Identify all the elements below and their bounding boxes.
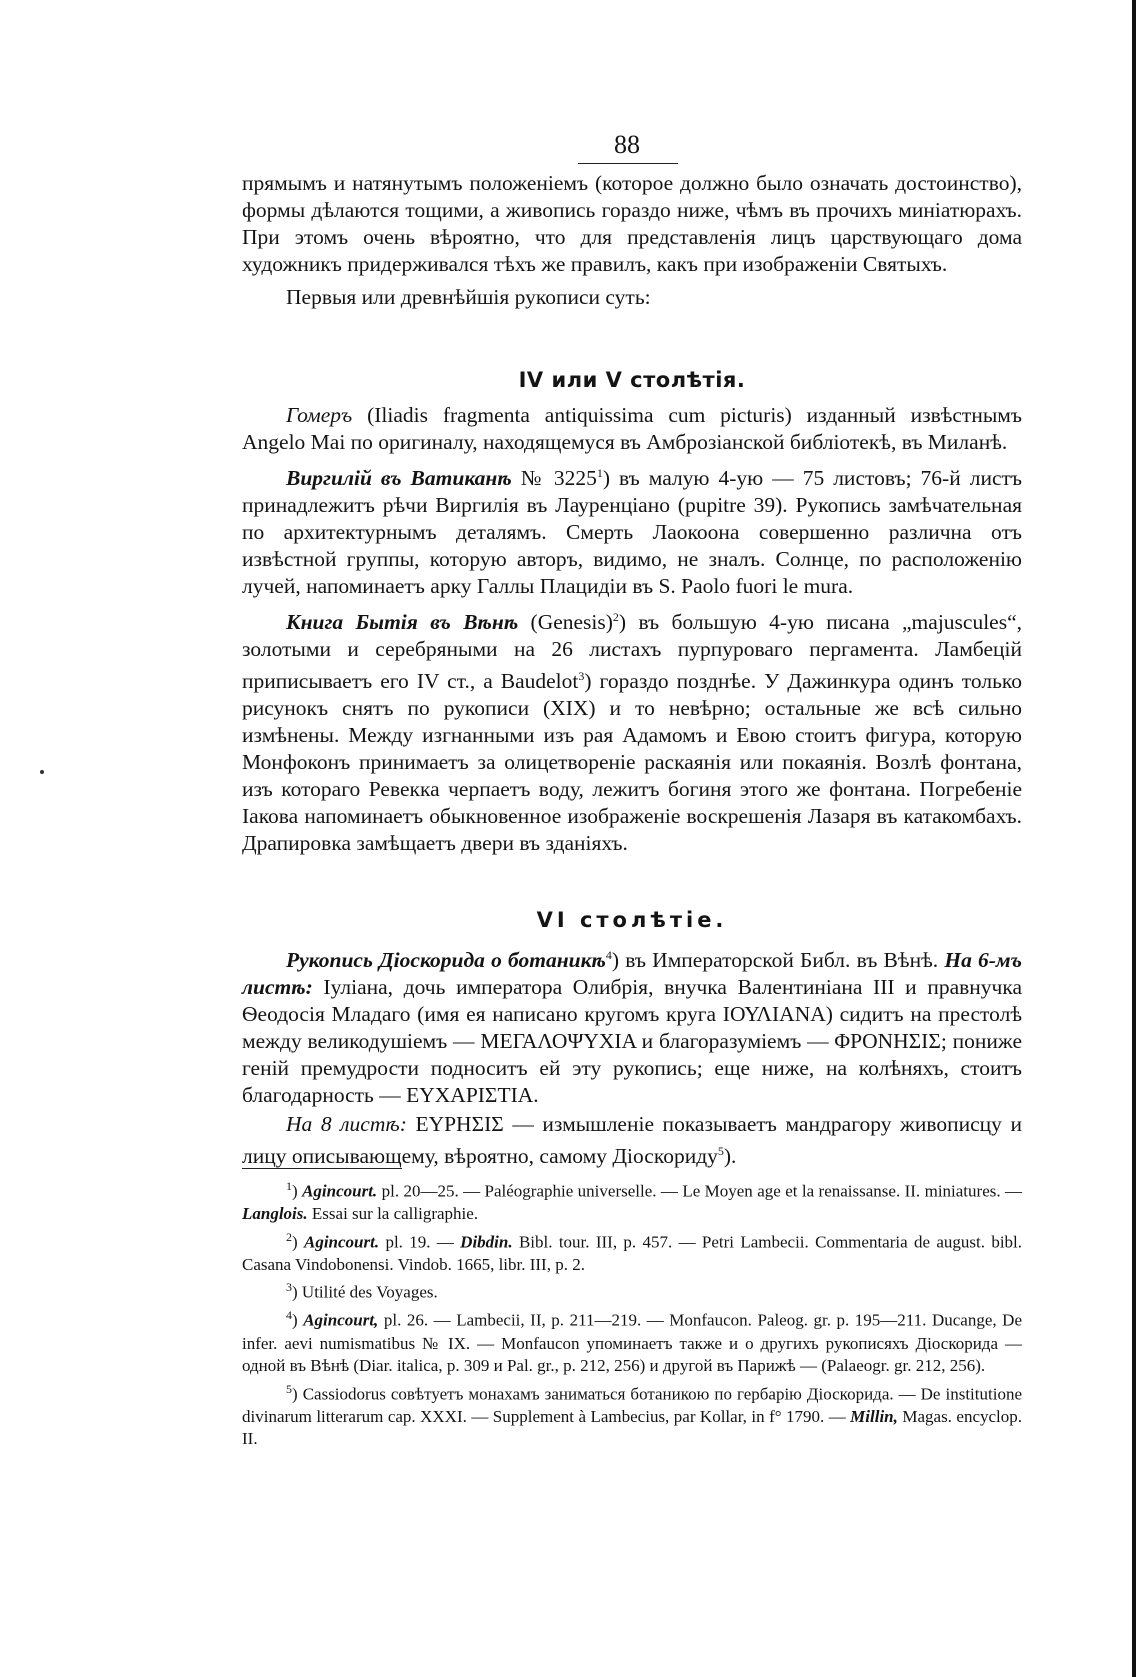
entry-homer xyxy=(242,402,1022,456)
leaf-8-title: На 8 листѣ: xyxy=(286,1112,407,1137)
footnote-5: $^5$) Cassiodorus совѣтуетъ монахамъ заниматься ботаникою по гербарію Діоскорида. — De institutione divinarum litterarum cap. XXXI. — Supplement à Lambecius, par Kollar, in f° 1790. — Millin, Magas. encyclop. II. xyxy=(242,1381,1023,1449)
leaf-8-text: ΕΥΡΗΣΙΣ — измышленіе показываетъ мандрагору живописцу и лицу описывающему, вѣроятно, самому Діоскориду xyxy=(242,1112,1023,1169)
entry-title-dioscorides: Рукопись Діоскорида о ботаникѣ xyxy=(286,948,606,973)
entry-text-dioscorides: ) въ Императорской Библ. въ Вѣнѣ. xyxy=(611,948,939,973)
footnote-author-2: Langlois. xyxy=(242,1204,308,1224)
section-vi xyxy=(242,908,1022,1170)
footnote-mark: 5 xyxy=(286,1381,292,1396)
entry-text-vergil: въ малую 4-ую — 75 листовъ; 76-й листъ принадлежитъ рѣчи Виргилія въ Лауренціано (pupitre 39). Рукопись замѣчательная по архитектурнымъ деталямъ. Смерть Лаокоона совершенно различна отъ извѣстной группы, которую авторъ, видимо, не зналъ. Солнце, по расположенію лучей, напоминаетъ арку Галлы Плацидіи въ S. Paolo fuori le mura. xyxy=(242,466,1023,599)
entry-text-genesis-1: въ большую 4-ую писана „majuscules“, золотыми и серебряными на 26 листахъ пурпуроваго пергамента. Ламбецій приписываетъ его IV ст., а Baudelot xyxy=(242,610,1022,694)
section-heading-vi: VI столѣтіе. xyxy=(536,908,728,932)
footnote-ref-3: 3 xyxy=(578,669,585,684)
footnote-mark: 3 xyxy=(286,1280,292,1295)
entry-title-homer: Гомеръ xyxy=(286,403,353,427)
leaf-8-end: ). xyxy=(723,1144,737,1169)
page-number-rule xyxy=(578,163,678,164)
footnote-4: $^4$) Agincourt, pl. 26. — Lambecii, II, p. 211—219. — Monfaucon. Paleog. gr. p. 195—211. Ducange, De infer. aevi numismatibus № IX. — Monfaucon упоминаетъ также и о другихъ рукописяхъ Діоскорида — одной въ Вѣнѣ (Diar. italica, p. 309 и Pal. gr., p. 212, 256) и другой въ Парижѣ — (Palaeogr. gr. 212, 256). xyxy=(242,1308,1022,1376)
footnote-3: $^3$) Utilité des Voyages. xyxy=(286,1280,438,1302)
entry-text-genesis-2: ) гораздо позднѣе. У Дажинкура одинъ только рисунокъ снятъ по рукописи (XIX) и то невѣрно; остальные же всѣ сильно измѣнены. Между изгнанными изъ рая Адамомъ и Евою стоитъ фигура, которую Монфоконъ принимаетъ за олицетвореніе раскаянія или покаянія. Возлѣ фонтана, изъ котораго Ревекка черпаетъ воду, лежитъ богиня этого же фонтана. Погребеніе Іакова напоминаетъ обыкновенное изображеніе воскрешенія Лазаря въ катакомбахъ. Драпировка замѣщаетъ двери въ зданіяхъ. xyxy=(242,669,1022,856)
section-iv-v xyxy=(242,368,1022,857)
footnote-text-2: Essai sur la calligraphie. xyxy=(311,1204,479,1224)
footnote-rule xyxy=(242,1168,402,1169)
intro-paragraph: прямымъ и натянутымъ положеніемъ (которое должно было означать достоинство), формы дѣлаются тощими, а живопись гораздо ниже, чѣмъ въ прочихъ миніатюрахъ. При этомъ очень вѣроятно, что для представленія лицъ царствующаго дома художникъ придерживался тѣхъ же правилъ, какъ при изображеніи Святыхъ. xyxy=(242,171,1022,276)
section-heading-iv-v: IV или V столѣтія. xyxy=(518,368,746,392)
footnote-ref-5: 5 xyxy=(717,1144,724,1159)
entry-vergil: Виргилій въ Ватиканѣ № 3225$^1$) въ малую 4-ую — 75 листовъ; 76-й листъ принадлежитъ рѣчи Виргилія въ Лауренціано (pupitre 39). Рукопись замѣчательная по архитектурнымъ деталямъ. Смерть Лаокоона совершенно различна отъ извѣстной группы, которую авторъ, видимо, не зналъ. Солнце, по расположенію лучей, напоминаетъ арку Галлы Плацидіи въ S. Paolo fuori le mura. xyxy=(242,466,1023,599)
page-number: 88 xyxy=(614,130,640,159)
footnote-1: $^1$) Agincourt. pl. 20—25. — Paléographie universelle. — Le Moyen age et la renaissanse. II. miniatures. — Langlois. Essai sur la calligraphie. xyxy=(242,1179,1023,1224)
footnote-ref-4: 4 xyxy=(605,948,612,962)
scan-edge-line xyxy=(1132,0,1136,1677)
footnote-author: Agincourt. xyxy=(302,1181,378,1201)
scan-speck xyxy=(40,770,44,774)
footnote-mark: 4 xyxy=(286,1308,292,1323)
footnote-text: pl. 19. — xyxy=(385,1232,461,1252)
entry-dioscorides xyxy=(242,942,1022,1109)
footnote-text-2: Bibl. tour. III, p. 457. — Petri Lambecii. Commentaria de august. bibl. Casana Vindobonensi. Vindob. 1665, libr. III, p. 2. xyxy=(242,1232,1023,1274)
footnote-mark: 1 xyxy=(286,1179,292,1193)
footnote-text: Utilité des Voyages. xyxy=(301,1282,438,1302)
intro-block xyxy=(242,170,1022,311)
entry-text-homer: (Iliadis fragmenta antiquissima cum picturis) изданный извѣстнымъ Angelo Mai по оригиналу, находящемуся въ Амброзіанской библіотекѣ, въ Миланѣ. xyxy=(242,403,1023,454)
footnote-ref-1: 1 xyxy=(596,466,603,480)
footnote-ref-2: 2 xyxy=(612,610,619,625)
footnote-text: pl. 26. — Lambecii, II, p. 211—219. — Monfaucon. Paleog. gr. p. 195—211. Ducange, De infer. aevi numismatibus № IX. — Monfaucon упоминаетъ также и о другихъ рукописяхъ Діоскорида — одной въ Вѣнѣ (Diar. italica, p. 309 и Pal. gr., p. 212, 256) и другой въ Парижѣ — (Palaeogr. gr. 212, 256). xyxy=(242,1311,1022,1376)
entry-ref-genesis: (Genesis) xyxy=(530,610,613,635)
footnote-author: Agincourt. xyxy=(304,1232,380,1252)
footnote-2: $^2$) Agincourt. pl. 19. — Dibdin. Bibl. tour. III, p. 457. — Petri Lambecii. Commentaria de august. bibl. Casana Vindobonensi. Vindob. 1665, libr. III, p. 2. xyxy=(242,1229,1023,1274)
manuscripts-lead-in: Первыя или древнѣйшія рукописи суть: xyxy=(286,285,651,309)
entry-leaf-8 xyxy=(242,1111,1022,1170)
footnote-text: Cassiodorus совѣтуетъ монахамъ заниматься ботаникою по гербарію Діоскорида. — De institutione divinarum litterarum cap. XXXI. — Supplement à Lambecius, par Kollar, in f° 1790. — xyxy=(242,1384,1022,1426)
entry-title-genesis: Книга Бытія въ Вѣнѣ xyxy=(286,610,519,635)
footnote-mark: 2 xyxy=(286,1229,292,1244)
entry-title-vergil: Виргилій въ Ватиканѣ xyxy=(286,466,512,491)
entry-genesis: Книга Бытія въ Вѣнѣ (Genesis)$^2$) въ большую 4-ую писана „majuscules“, золотыми и серебряными на 26 листахъ пурпуроваго пергамента. Ламбецій приписываетъ его IV ст., а Baudelot$^3$) гораздо позднѣе. У Дажинкура одинъ только рисунокъ снятъ по рукописи (XIX) и то невѣрно; остальные же всѣ сильно измѣнены. Между изгнанными изъ рая Адамомъ и Евою стоитъ фигура, которую Монфоконъ принимаетъ за олицетвореніе раскаянія или покаянія. Возлѣ фонтана, изъ котораго Ревекка черпаетъ воду, лежитъ богиня этого же фонтана. Погребеніе Іакова напоминаетъ обыкновенное изображеніе воскрешенія Лазаря въ катакомбахъ. Драпировка замѣщаетъ двери въ зданіяхъ. xyxy=(242,610,1022,856)
footnote-author-2: Dibdin. xyxy=(460,1232,513,1252)
footnotes-block xyxy=(242,1168,1022,1451)
footnote-text-2: Magas. encyclop. II. xyxy=(242,1406,1023,1449)
footnote-author-2: Millin, xyxy=(850,1406,898,1426)
footnote-author: Agincourt, xyxy=(303,1311,379,1331)
footnote-text: pl. 20—25. — Paléographie universelle. — Le Moyen age et la renaissanse. II. miniatures. — xyxy=(381,1181,1023,1201)
leaf-6-text: Іуліана, дочь императора Олибрія, внучка Валентиніана III и правнучка Ѳеодосія Младаго (имя ея написано кругомъ круга ΙΟΥΛΙΑΝΑ) сидитъ на престолѣ между великодушіемъ — ΜΕΓΑΛΟΨΥΧΙΑ и благоразуміемъ — ΦΡΟΝΗΣΙΣ; пониже геній премудрости подноситъ ей эту рукопись; еще ниже, на колѣняхъ, стоитъ благодарность — ΕΥΧΑΡΙΣΤΙΑ. xyxy=(242,975,1022,1108)
entry-ref-vergil: № 3225 xyxy=(520,466,597,491)
leaf-6-title: На 6-мъ листѣ: xyxy=(242,948,1022,1000)
